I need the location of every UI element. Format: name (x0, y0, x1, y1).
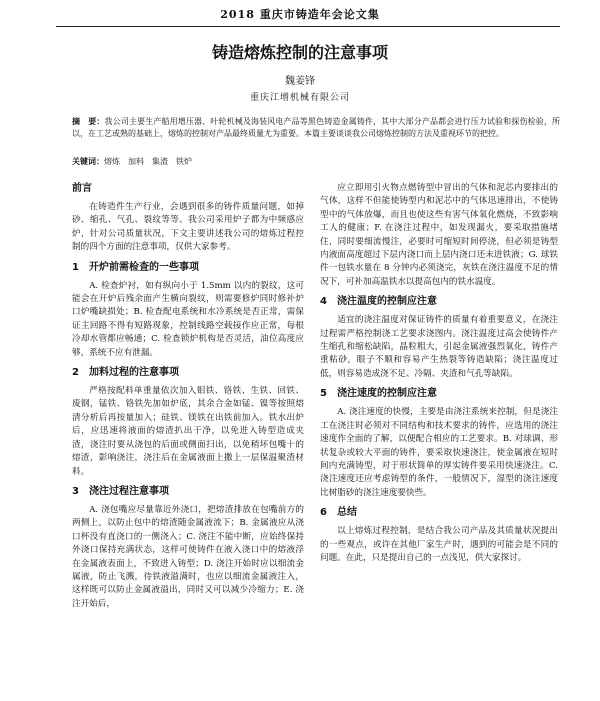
section-paragraph: A. 检查炉衬，如有纵向小于 1.5mm 以内的裂纹，这可能会在开炉后残余面产生横向裂纹，则需要修炉同时修补炉口炉嘴缺损处；B. 检查配电系统和水冷系统是否正常，需保证主回路不得有短路现象，控制线路空载接作应正常，每根冷却水管都应畅通；C. 检查锁炉机构是否灵活，油位高度应够，系统不应有泄漏。 (72, 280, 304, 358)
running-header: 2018 重庆市铸造年会论文集 (220, 8, 380, 21)
author-affiliation: 重庆江增机械有限公司 (249, 93, 350, 103)
keywords (72, 156, 560, 167)
keywords-text: 熔炼 加料 集渣 铁炉 (104, 157, 192, 166)
section-heading-6: 6 总结 (320, 507, 357, 519)
section-paragraph: 严格按配料单重量依次加入钼铁、铬铁、生铁、回铁、废钢，锰铁、铬铁先加如炉底，其余合金如锰、镍等按照熔清分析后再按量加入；硅铁、镁铁在出铁前加入。铁水出炉后，应迅速将液面的熔渣扒出干净，以免进入铸型造成夹渣，浇注时要从浇包的后面或侧面扫出，以免稍坏包嘴十的熔渣，影响浇注，浇注后在金属液面上撒上一层保温聚渣材料。 (72, 386, 304, 477)
section-heading-4: 4 浇注温度的控制应注意 (320, 296, 437, 308)
paper-title: 铸造熔炼控制的注意事项 (211, 43, 388, 62)
section-paragraph: 适宜的浇注温度对保证铸件的质量有着重要意义，在浇注过程需严格控制浇工艺要求浇图内。浇注温度过高会使铸件产生缩孔和缩松缺陷，晶粒粗大，引起金属液强烈氧化，铸件产重粘砂，眼子不顺和容易产生热裂等铸造缺陷；浇注温度过低，则容易造成浇不足、冷隔、夹渣和气孔等缺陷。 (320, 315, 558, 379)
section-paragraph-continued: 应立即用引火物点燃铸型中冒出的气体和泥芯内要排出的气体，这样不但能使铸型内和泥芯中的气体迅速排出，不使铸型中的气体放爆，而且也使这些有害气体氧化燃烧，不致影响工人的健康；F. 在浇注过程中，如发现漏火，要采取措施堵住，同时要细流慢注，必要时可缩短时间停浇，但必须是铸型内液面高度超过下层内浇口而上层内浇口还未进铁液；G. 球铁件一包铁水量在 8 分钟内必须浇完，灰铁在浇注温度不足的情况下，可补加高温铁水以提高包内的铁水温度。 (320, 183, 558, 287)
section-heading-1: 1 开炉前需检查的一些事项 (72, 261, 199, 273)
section-paragraph: 以上熔炼过程控制，是结合我公司产品及其质量状况提出的一些观点，或许在其他厂家生产时，遇到的可能会是不同的问题。在此，只是提出自己的一点浅见，供大家探讨。 (320, 526, 558, 563)
header-rule (56, 26, 560, 27)
section-paragraph: A. 浇包嘴应尽量靠近外浇口，把熔渣排放在包嘴前方的两侧上，以防止包中的熔渣随金属液流下；B. 金属液应从浇口杯没有直浇口的一侧浇入；C. 浇注不能中断，应始终保持外浇口保持充满状态，这样可使铸件在液入浇口中的熔液浮在金属液表面上，不致进入铸型；D. 浇注开始时应以细流金属液，防止飞溅，待铁液溢满时，也应以细流金属液注入，这样既可以防止金属液溢出，同时又可以减少冷缩力；E. 浇注开始后， (72, 504, 304, 609)
section-heading-intro: 前言 (72, 183, 92, 194)
section-heading-3: 3 浇注过程注意事项 (72, 485, 169, 497)
left-column (72, 182, 304, 615)
right-column (320, 182, 558, 569)
abstract-text: 我公司主要生产船用增压器、叶轮机械及海装风电产品等黑色铸造金属铸件，其中大部分产品都会进行压力试验和探伤检验，所以，在工艺或熟的基础上，熔炼的控制对产品最终质量尤为重要。本篇主要谈谈我公司熔炼控制的方法及重视环节的把控。 (72, 117, 560, 138)
section-paragraph: 在铸造件生产行业，会遇到很多的铸件质量问题，如掉砂、缩孔、气孔、裂纹等等。我公司采用炉子都为中频感应炉，针对公司质量状况，下文主要讲述我公司的熔炼过程控制的四个方面的注意事项，仅供大家参考。 (72, 202, 304, 253)
section-heading-5: 5 浇注速度的控制应注意 (320, 388, 437, 400)
author-name: 魏姜锋 (285, 76, 315, 87)
abstract-label: 摘 要： (72, 117, 105, 126)
abstract (72, 116, 560, 140)
section-heading-2: 2 加料过程的注意事项 (72, 367, 179, 379)
section-paragraph: A. 浇注速度的快慢，主要是由浇注系统来控制，但是浇注工在浇注时必须对不同结构和技术要求的铸件，应选用的浇注速度作全面的了解，以便配合相应的工艺要求。B. 对球调、形状复杂或较大平面的铸件，要采取快速浇注，使金属液在短时间内充满铸型，对于形状简单的厚实铸件要采用快速浇注。C. 浇注速度还应考虑铸型的条件，一般情况下，湿型的浇注速度比树脂砂的浇注速度要快些。 (320, 407, 558, 498)
keywords-label: 关键词： (72, 157, 104, 166)
